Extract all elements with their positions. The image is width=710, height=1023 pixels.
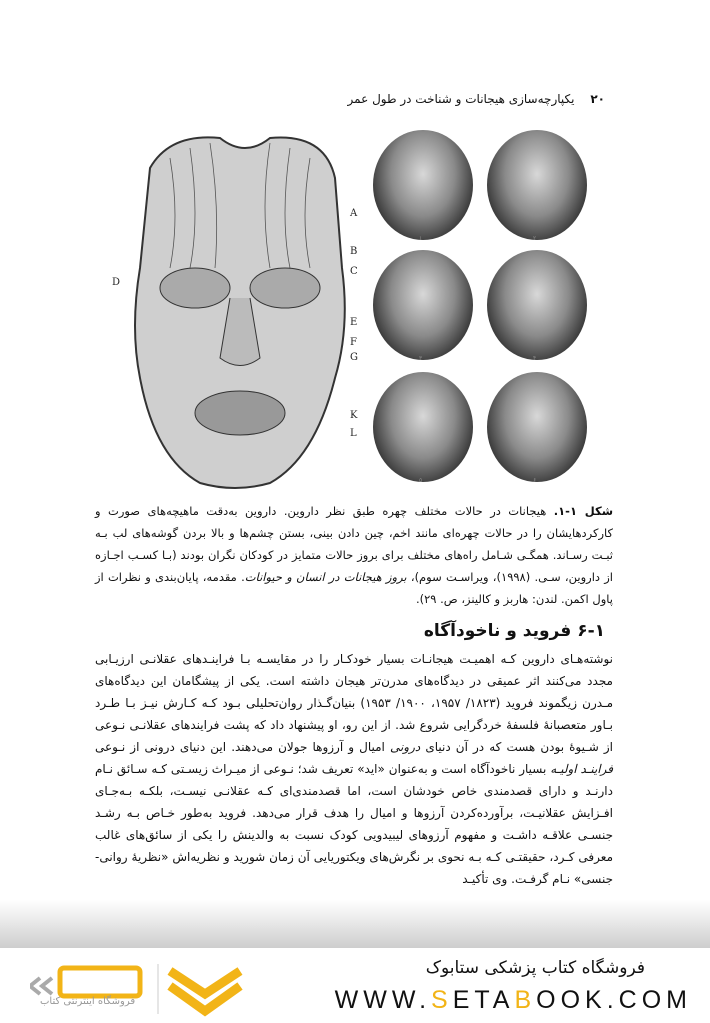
body-italic: درونی bbox=[389, 740, 421, 754]
store-url[interactable] bbox=[335, 986, 692, 1015]
caption-italic: بروز هیجانات در انسان و حیوانات bbox=[244, 570, 407, 584]
body-part: امیال و آرزوها جولان می‌دهند. این دنیای درونی از نـوعی bbox=[95, 740, 390, 754]
section-heading: ۶-۱ فروید و ناخودآگاه bbox=[423, 621, 605, 641]
photo-number: ۶ bbox=[533, 477, 537, 484]
child-photo bbox=[487, 130, 587, 240]
photo-number: ۳ bbox=[419, 355, 423, 362]
body-part: نوشته‌هـای داروین کـه اهمیـت هیجانـات بسیار خودکـار را در مقایسـه بـا فراینـدهای عقلانـی ارزیـابی مجدد می‌کنند اثر عمیقی در دیدگاه‌های مدرن‌تر هیجان داشته است. یکی از پیشگامان این دیدگاه‌های مـدرن زیگموند فروید (۱۸۲۳/ ۱۹۵۷، ۱۹۰۰/ ۱۹۵۳) بنیان‌گـذار روان‌تحلیلی بـود کـه کـارش نیـز بـا طـرد بـاور متعصبانهٔ فلسفهٔ خردگرایی شروع شد. از این رو، او پیشنهاد داد که پشت فرایندهای عقلانـی نـوعی از شـیوهٔ بودن هست که در آن دنیای bbox=[95, 652, 614, 754]
page-fade bbox=[0, 900, 710, 948]
caption-text: هیجانات در حالات مختلف چهره طبق نظر داروین. داروین به‌دقت ماهیچه‌های صورت و کارکردهایشان را در حالات چهره‌ای مانند اخم، چین دادن بینی، بستن چشم‌ها و بالا بردن گوشه‌های لب بـه ثبـت رسـاند. همگـی شـامل راه‌های مختلف برای بروز حالات متمایز در کودکان نگران بودند (بـا کسـب اجـازه از داروین، سـی. (۱۹۹۸)، ویراسـت سوم)، bbox=[95, 504, 613, 584]
page-number: ۲۰ bbox=[590, 92, 605, 106]
url-part: OOK.COM bbox=[536, 986, 692, 1014]
label-F: F bbox=[350, 337, 357, 348]
caption-tail: . مقدمه، پایان‌بندی و نظرات از پاول اکمن. لندن: هاربز و کالینز، ص. ۲۹). bbox=[95, 570, 613, 606]
store-footer bbox=[0, 948, 710, 1023]
label-B: B bbox=[350, 246, 358, 257]
photo-number: ۴ bbox=[533, 355, 537, 362]
setabook-logo bbox=[30, 956, 280, 1018]
photo-number: ۱ bbox=[419, 235, 423, 242]
face-muscle-illustration bbox=[110, 128, 375, 493]
label-E: E bbox=[350, 317, 358, 328]
running-head bbox=[348, 92, 605, 106]
caption-label: شکل ۱-۱. bbox=[553, 504, 614, 518]
label-D: D bbox=[112, 277, 121, 288]
body-part: بسیار ناخودآگاه است و به‌عنوان «اید» تعریف شد؛ نـوعی از میـراث زیسـتی کـه سـائق نـام دارنـد و دارای قصدمندی خاص خودشان است، اما قصدمندی‌ای کـه عقلانـی نیسـت، بلکـه بـه‌جـای افـزایش عقلانیـت، برآورده‌کردن آرزوها و امیال را هدف قرار می‌دهد. فروید به‌طور خـاص بـه رشـد جنسـی علاقـه داشـت و مفهوم آرزوهای لیبیدویی کودک نسبت به والدینش را یکی از سائق‌های غالب معرفی کـرد، حقیقتـی کـه بـه نحوی بر نگرش‌های ویکتوریایی آن زمان شورید و نظریه‌اش «نظریهٔ روانی-جنسی» نـام گرفـت. وی تأکیـد bbox=[95, 762, 613, 886]
child-photo bbox=[487, 372, 587, 482]
label-L: L bbox=[350, 428, 357, 439]
url-part: ETA bbox=[452, 986, 515, 1014]
child-photo bbox=[487, 250, 587, 360]
label-A: A bbox=[350, 208, 358, 219]
body-italic: فراینـد اولیـه bbox=[550, 762, 613, 776]
url-part: B bbox=[514, 986, 537, 1014]
body-text bbox=[95, 648, 613, 890]
figure-caption bbox=[95, 500, 613, 610]
logo-subtitle: فروشگاه اینترنتی کتاب bbox=[40, 996, 136, 1007]
url-part: WWW. bbox=[334, 986, 432, 1014]
child-photo bbox=[373, 372, 473, 482]
label-K: K bbox=[350, 410, 358, 421]
child-photo bbox=[373, 130, 473, 240]
photo-number: ۲ bbox=[533, 235, 537, 242]
running-title: یکپارچه‌سازی هیجانات و شناخت در طول عمر bbox=[347, 92, 575, 106]
label-C: C bbox=[350, 266, 358, 277]
url-part: S bbox=[431, 986, 453, 1014]
store-name: فروشگاه کتاب پزشکی ستابوک bbox=[425, 958, 645, 978]
child-photo bbox=[373, 250, 473, 360]
photo-number: ۵ bbox=[419, 477, 423, 484]
label-G: G bbox=[350, 352, 358, 363]
text-column bbox=[95, 500, 613, 890]
